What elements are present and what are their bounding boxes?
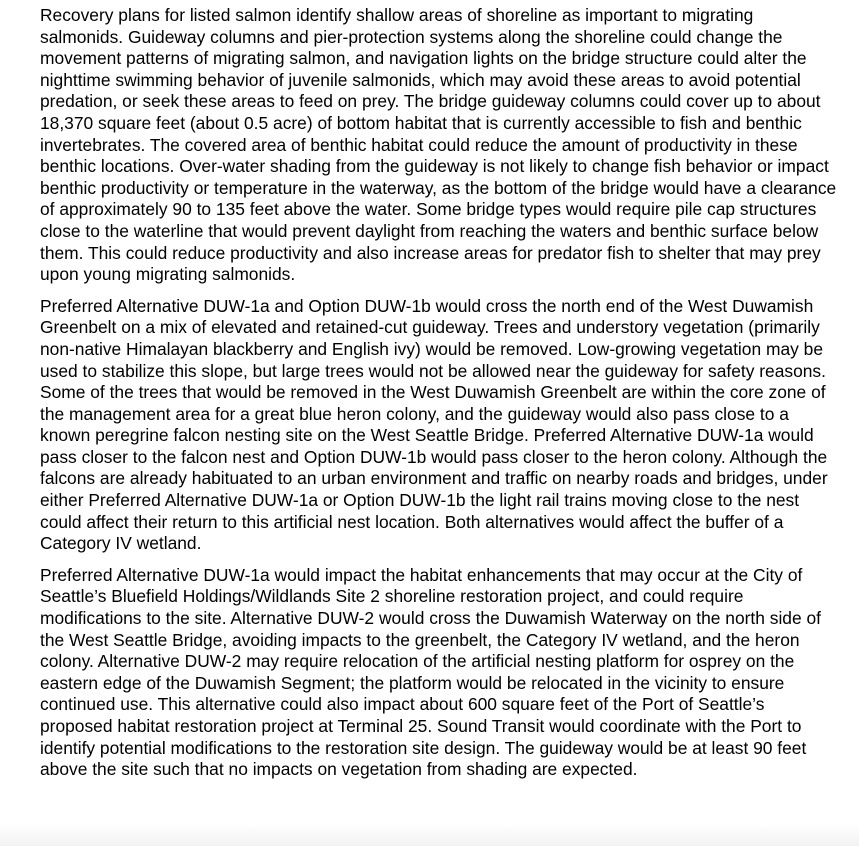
paragraph-greenbelt-wildlife: Preferred Alternative DUW-1a and Option DUW-1b would cross the north end of the West Duwamish Greenbelt on a mix of elevated and retained-cut guideway. Trees and understory vegetation (primarily non-native Himalayan blackberry and English ivy) would be removed. Low-growing vegetation may be used to stabilize this slope, but large trees would not be allowed near the guideway for safety reasons. Some of the trees that would be removed in the West Duwamish Greenbelt are within the core zone of the management area for a great blue heron colony, and the guideway would also pass close to a known peregrine falcon nesting site on the West Seattle Bridge. Preferred Alternative DUW-1a would pass closer to the falcon nest and Option DUW-1b would pass closer to the heron colony. Although the falcons are already habituated to an urban environment and traffic on nearby roads and bridges, under either Preferred Alternative DUW-1a or Option DUW-1b the light rail trains moving close to the nest could affect their return to this artificial nest location. Both alternatives would affect the buffer of a Category IV wetland. [40,295,828,554]
paragraph-restoration-sites: Preferred Alternative DUW-1a would impact the habitat enhancements that may occur at the City of Seattle’s Bluefield Holdings/Wildlands Site 2 shoreline restoration project, and could require modifications to the site. Alternative DUW-2 would cross the Duwamish Waterway on the north side of the West Seattle Bridge, avoiding impacts to the greenbelt, the Category IV wetland, and the heron colony. Alternative DUW-2 may require relocation of the artificial nesting platform for osprey on the eastern edge of the Duwamish Segment; the platform would be relocated in the vicinity to ensure continued use. This alternative could also impact about 600 square feet of the Port of Seattle’s proposed habitat restoration project at Terminal 25. Sound Transit would coordinate with the Port to identify potential modifications to the restoration site design. The guideway would be at least 90 feet above the site such that no impacts on vegetation from shading are expected. [40,564,821,780]
paragraph-salmon-habitat: Recovery plans for listed salmon identify shallow areas of shoreline as important to migrating salmonids. Guideway columns and pier-protection systems along the shoreline could change the movement patterns of migrating salmon, and navigation lights on the bridge structure could alter the nighttime swimming behavior of juvenile salmonids, which may avoid these areas to avoid potential predation, or seek these areas to feed on prey. The bridge guideway columns could cover up to about 18,370 square feet (about 0.5 acre) of bottom habitat that is currently accessible to fish and benthic invertebrates. The covered area of benthic habitat could reduce the amount of productivity in these benthic locations. Over-water shading from the guideway is not likely to change fish behavior or impact benthic productivity or temperature in the waterway, as the bottom of the bridge would have a clearance of approximately 90 to 135 feet above the water. Some bridge types would require pile cap structures close to the waterline that would prevent daylight from reaching the waters and benthic surface below them. This could reduce productivity and also increase areas for predator fish to shelter that may prey upon young migrating salmonids. [40,5,837,285]
page-bottom-shadow [0,824,859,846]
document-body [40,5,840,791]
